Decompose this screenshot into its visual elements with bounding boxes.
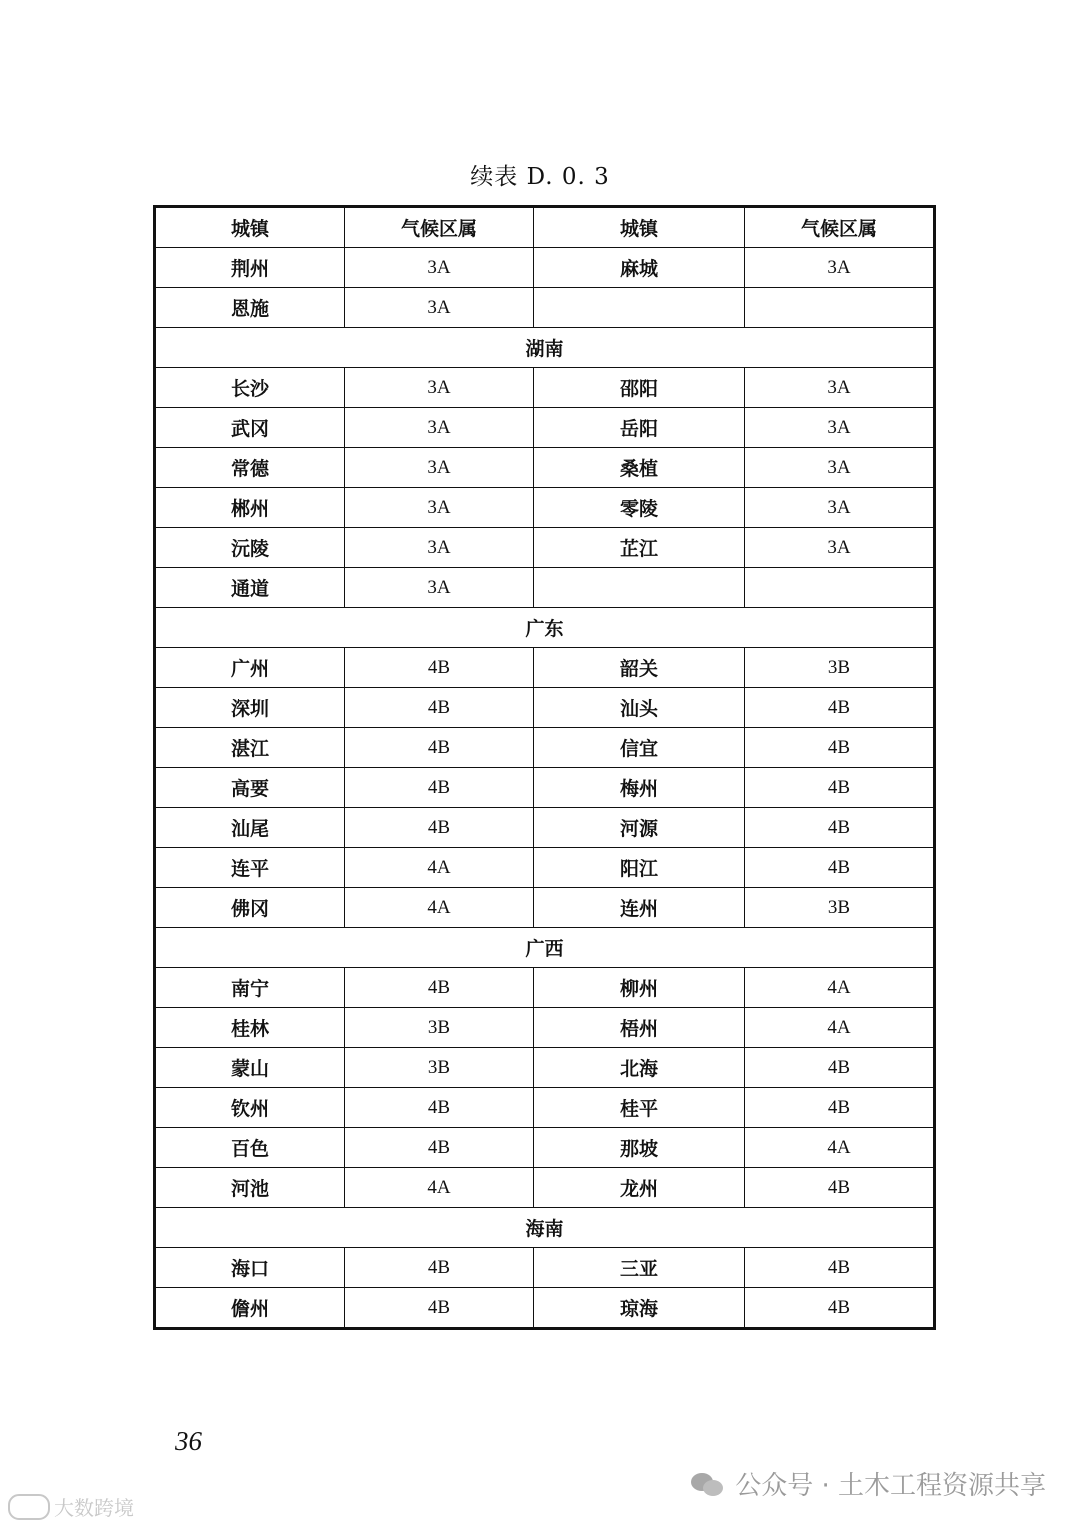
table-row xyxy=(155,1168,935,1208)
city-cell: 韶关 xyxy=(534,648,745,688)
city-cell: 阳江 xyxy=(534,848,745,888)
city-cell: 琼海 xyxy=(534,1288,745,1329)
zone-cell: 3A xyxy=(345,288,534,328)
city-cell: 河源 xyxy=(534,808,745,848)
zone-cell: 4B xyxy=(745,768,935,808)
table-row xyxy=(155,448,935,488)
city-cell: 南宁 xyxy=(155,968,345,1008)
city-cell: 邵阳 xyxy=(534,368,745,408)
zone-cell: 4B xyxy=(345,1248,534,1288)
zone-cell: 4A xyxy=(345,848,534,888)
zone-cell: 3A xyxy=(345,568,534,608)
table-row xyxy=(155,1248,935,1288)
table-row xyxy=(155,648,935,688)
zone-cell: 4B xyxy=(345,728,534,768)
table-row xyxy=(155,1048,935,1088)
table-row xyxy=(155,1088,935,1128)
zone-cell: 4A xyxy=(745,968,935,1008)
city-cell: 蒙山 xyxy=(155,1048,345,1088)
table-row xyxy=(155,248,935,288)
header-zone-2: 气候区属 xyxy=(745,207,935,248)
city-cell: 桂林 xyxy=(155,1008,345,1048)
brand-logo-icon xyxy=(8,1494,50,1520)
city-cell: 梧州 xyxy=(534,1008,745,1048)
table-row xyxy=(155,288,935,328)
zone-cell: 4A xyxy=(745,1128,935,1168)
zone-cell: 3B xyxy=(745,648,935,688)
wechat-icon xyxy=(691,1471,725,1497)
zone-cell: 3A xyxy=(745,488,935,528)
city-cell: 通道 xyxy=(155,568,345,608)
city-cell: 长沙 xyxy=(155,368,345,408)
city-cell: 汕头 xyxy=(534,688,745,728)
table-header-row xyxy=(155,207,935,248)
city-cell: 沅陵 xyxy=(155,528,345,568)
table-row xyxy=(155,408,935,448)
city-cell: 武冈 xyxy=(155,408,345,448)
table-row xyxy=(155,768,935,808)
zone-cell: 3B xyxy=(345,1008,534,1048)
city-cell: 桑植 xyxy=(534,448,745,488)
city-cell xyxy=(534,568,745,608)
zone-cell: 3A xyxy=(345,368,534,408)
zone-cell: 3A xyxy=(745,368,935,408)
city-cell: 荆州 xyxy=(155,248,345,288)
table-row xyxy=(155,1008,935,1048)
table-row xyxy=(155,968,935,1008)
city-cell xyxy=(534,288,745,328)
zone-cell: 3A xyxy=(345,488,534,528)
zone-cell: 4B xyxy=(345,808,534,848)
zone-cell: 4B xyxy=(345,688,534,728)
city-cell: 连平 xyxy=(155,848,345,888)
zone-cell: 4B xyxy=(345,1088,534,1128)
zone-cell: 4B xyxy=(745,848,935,888)
city-cell: 三亚 xyxy=(534,1248,745,1288)
city-cell: 零陵 xyxy=(534,488,745,528)
zone-cell: 3B xyxy=(345,1048,534,1088)
city-cell: 高要 xyxy=(155,768,345,808)
zone-cell: 3A xyxy=(745,528,935,568)
province-row xyxy=(155,328,935,368)
zone-cell: 4B xyxy=(345,1288,534,1329)
header-city-2: 城镇 xyxy=(534,207,745,248)
city-cell: 信宜 xyxy=(534,728,745,768)
watermark xyxy=(691,1465,1046,1502)
city-cell: 儋州 xyxy=(155,1288,345,1329)
table-row xyxy=(155,568,935,608)
table-row xyxy=(155,888,935,928)
zone-cell: 3A xyxy=(745,408,935,448)
city-cell: 连州 xyxy=(534,888,745,928)
city-cell: 恩施 xyxy=(155,288,345,328)
city-cell: 龙州 xyxy=(534,1168,745,1208)
city-cell: 梅州 xyxy=(534,768,745,808)
city-cell: 河池 xyxy=(155,1168,345,1208)
table-row xyxy=(155,808,935,848)
zone-cell: 3A xyxy=(345,528,534,568)
city-cell: 麻城 xyxy=(534,248,745,288)
city-cell: 佛冈 xyxy=(155,888,345,928)
zone-cell: 3A xyxy=(745,448,935,488)
city-cell: 汕尾 xyxy=(155,808,345,848)
city-cell: 柳州 xyxy=(534,968,745,1008)
city-cell: 深圳 xyxy=(155,688,345,728)
table-row xyxy=(155,848,935,888)
table-row xyxy=(155,488,935,528)
table-caption: 续表 D. 0. 3 xyxy=(470,164,610,190)
zone-cell xyxy=(745,288,935,328)
zone-cell: 4B xyxy=(745,1248,935,1288)
province-name: 海南 xyxy=(155,1208,935,1248)
zone-cell: 3A xyxy=(345,248,534,288)
table-row xyxy=(155,368,935,408)
zone-cell: 4B xyxy=(745,1168,935,1208)
zone-cell: 4A xyxy=(345,888,534,928)
city-cell: 郴州 xyxy=(155,488,345,528)
zone-cell: 3A xyxy=(345,408,534,448)
province-name: 广东 xyxy=(155,608,935,648)
city-cell: 海口 xyxy=(155,1248,345,1288)
zone-cell: 4B xyxy=(745,1088,935,1128)
climate-zone-table xyxy=(153,205,936,1330)
table-row xyxy=(155,1128,935,1168)
city-cell: 广州 xyxy=(155,648,345,688)
zone-cell: 4B xyxy=(345,648,534,688)
province-row xyxy=(155,608,935,648)
city-cell: 那坡 xyxy=(534,1128,745,1168)
zone-cell: 3B xyxy=(745,888,935,928)
watermark-text: 公众号 · 土木工程资源共享 xyxy=(735,1471,1046,1501)
header-city-1: 城镇 xyxy=(155,207,345,248)
province-row xyxy=(155,928,935,968)
brand-stamp xyxy=(8,1492,134,1521)
zone-cell xyxy=(745,568,935,608)
zone-cell: 4B xyxy=(745,1048,935,1088)
province-row xyxy=(155,1208,935,1248)
city-cell: 钦州 xyxy=(155,1088,345,1128)
brand-stamp-text: 大数跨境 xyxy=(54,1496,134,1520)
city-cell: 百色 xyxy=(155,1128,345,1168)
zone-cell: 4B xyxy=(345,968,534,1008)
city-cell: 北海 xyxy=(534,1048,745,1088)
zone-cell: 4B xyxy=(745,1288,935,1329)
province-name: 广西 xyxy=(155,928,935,968)
header-zone-1: 气候区属 xyxy=(345,207,534,248)
city-cell: 芷江 xyxy=(534,528,745,568)
zone-cell: 4B xyxy=(345,1128,534,1168)
table-row xyxy=(155,688,935,728)
zone-cell: 3A xyxy=(745,248,935,288)
zone-cell: 4B xyxy=(745,808,935,848)
zone-cell: 3A xyxy=(345,448,534,488)
table-row xyxy=(155,528,935,568)
zone-cell: 4B xyxy=(745,728,935,768)
city-cell: 岳阳 xyxy=(534,408,745,448)
page-number: 36 xyxy=(175,1426,202,1456)
zone-cell: 4A xyxy=(745,1008,935,1048)
city-cell: 桂平 xyxy=(534,1088,745,1128)
province-name: 湖南 xyxy=(155,328,935,368)
zone-cell: 4A xyxy=(345,1168,534,1208)
city-cell: 常德 xyxy=(155,448,345,488)
table-row xyxy=(155,728,935,768)
zone-cell: 4B xyxy=(345,768,534,808)
zone-cell: 4B xyxy=(745,688,935,728)
city-cell: 湛江 xyxy=(155,728,345,768)
table-row xyxy=(155,1288,935,1329)
